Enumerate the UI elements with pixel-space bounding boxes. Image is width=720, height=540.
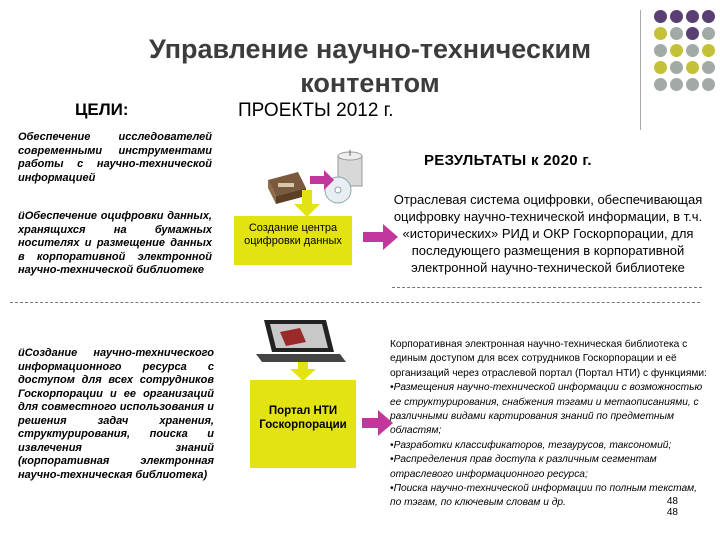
page-number-2: 48 bbox=[666, 507, 678, 518]
page-title bbox=[110, 32, 630, 100]
decor-dot bbox=[654, 44, 667, 57]
results-heading: РЕЗУЛЬТАТЫ к 2020 г. bbox=[424, 152, 592, 169]
decor-dot bbox=[702, 27, 715, 40]
decor-dot bbox=[686, 44, 699, 57]
decor-dot bbox=[670, 27, 683, 40]
title-line-1: Управление научно-техническим bbox=[148, 34, 592, 64]
decor-dot bbox=[686, 78, 699, 91]
result-text-1: Отраслевая система оцифровки, обеспечивающая оцифровку научно-технической информации, в т.ч. «исторических» РИД и ОКР Госкорпорации, для последующего размещения в корпоративной электронной научно-технической библиотеке bbox=[393, 192, 703, 275]
decor-dot bbox=[654, 10, 667, 23]
decor-dot bbox=[686, 27, 699, 40]
decor-dot bbox=[670, 78, 683, 91]
decor-dot bbox=[686, 10, 699, 23]
decor-dot bbox=[670, 10, 683, 23]
decor-dot bbox=[654, 78, 667, 91]
decor-divider-line bbox=[640, 10, 641, 130]
dashed-divider-short bbox=[392, 287, 702, 288]
arrow-down-icon bbox=[292, 190, 322, 218]
laptop-illustration bbox=[256, 318, 348, 364]
dashed-divider bbox=[10, 302, 700, 303]
project-nti-portal: Портал НТИ Госкорпорации bbox=[250, 380, 356, 468]
goal-text-1: Обеспечение исследователей современными инструментами работы с научно-технической информацией bbox=[18, 131, 212, 184]
decor-dot bbox=[702, 44, 715, 57]
decor-dot bbox=[654, 61, 667, 74]
goal-text-3: üСоздание научно-технического информационного ресурса с доступом для всех сотрудников Госкорпорации и ее организаций для совместного использования и решения задач хранения, структурирования, поиска и извлечения знаний (корпоративная электронная научно-техническая библиотека) bbox=[18, 347, 214, 481]
project-digitization-center: Создание центра оцифровки данных bbox=[234, 216, 352, 265]
decor-dot bbox=[702, 10, 715, 23]
result-2-item: •Поиска научно-технической информации по полным текстам, по тэгам, по ключевым словам и др. bbox=[390, 483, 697, 509]
decor-dot bbox=[702, 78, 715, 91]
disk-stack-icon bbox=[325, 150, 362, 203]
decor-dot bbox=[670, 61, 683, 74]
goal-text-2: üОбеспечение оцифровки данных, хранящихся на бумажных носителях и размещение данных в корпоративной электронной научно-технической библиотеке bbox=[18, 210, 212, 276]
decor-dot bbox=[702, 61, 715, 74]
result-2-intro: Корпоративная электронная научно-техническая библиотека с единым доступом для всех сотрудников Госкорпорации и её организаций через отраслевой портал (Портал НТИ) с функциями: bbox=[390, 339, 707, 379]
goals-heading: ЦЕЛИ: bbox=[75, 100, 129, 119]
result-text-2 bbox=[390, 338, 708, 511]
page-number bbox=[650, 496, 678, 518]
result-2-item: •Распределения прав доступа к различным сегментам отраслевого информационного ресурса; bbox=[390, 454, 657, 480]
result-2-item: •Размещения научно-технической информации с возможностью ее структурирования, снабжения тэгами и метаописаниями, с различными видами картирования знаний по предметным областям; bbox=[390, 382, 703, 437]
decor-dot bbox=[654, 27, 667, 40]
title-line-2: контентом bbox=[300, 68, 440, 98]
decor-dot bbox=[686, 61, 699, 74]
page-number-1: 48 bbox=[666, 496, 678, 507]
projects-heading: ПРОЕКТЫ 2012 г. bbox=[238, 100, 394, 121]
result-2-item: •Разработки классификаторов, тезаурусов, таксономий; bbox=[390, 439, 672, 451]
decor-dot bbox=[670, 44, 683, 57]
